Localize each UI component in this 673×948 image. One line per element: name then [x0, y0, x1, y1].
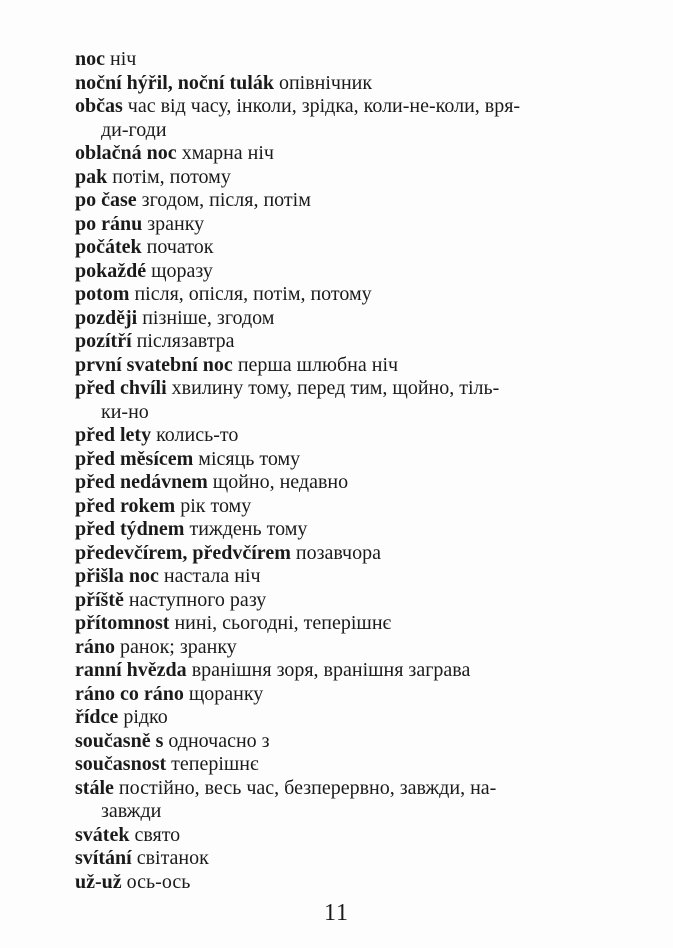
dictionary-entry [75, 730, 635, 754]
dictionary-entry [75, 871, 635, 895]
entry-headword: svítání [75, 847, 132, 869]
dictionary-entry [75, 471, 635, 495]
entry-headword: před chvíli [75, 377, 167, 399]
dictionary-entry [75, 495, 635, 519]
entry-headword: současně s [75, 729, 164, 752]
entry-translation: хвилину тому, перед тим, щойно, тіль- [171, 377, 500, 399]
entry-headword: počátek [75, 236, 142, 258]
entry-translation: тиждень тому [189, 518, 308, 540]
dictionary-entry [75, 448, 635, 472]
entry-translation: наступного разу [128, 588, 267, 611]
dictionary-entry [75, 659, 635, 683]
entry-headword: po čase [75, 189, 137, 211]
entry-translation: свято [134, 823, 181, 846]
dictionary-entry [75, 636, 635, 660]
entry-headword: před lety [75, 424, 152, 446]
entry-translation: рік тому [180, 494, 252, 517]
entry-headword: před týdnem [75, 518, 185, 540]
entry-headword: přišla noc [75, 565, 159, 587]
entry-translation: світанок [136, 847, 209, 869]
entry-translation-continuation: ди-годи [101, 118, 167, 141]
entry-headword: příště [75, 588, 124, 611]
entry-headword: pokaždé [75, 259, 147, 282]
dictionary-entry [75, 142, 635, 166]
entry-translation: пізніше, згодом [142, 306, 275, 329]
dictionary-entry [75, 753, 635, 777]
entry-headword: současnost [75, 753, 167, 775]
entry-translation: ніч [110, 48, 137, 70]
dictionary-entry [75, 706, 635, 730]
entry-translation-continuation: завжди [101, 800, 162, 822]
entry-headword: před měsícem [75, 447, 194, 470]
entry-translation: потім, потому [112, 165, 231, 188]
dictionary-entry [75, 330, 635, 354]
dictionary-entry [75, 95, 635, 142]
entry-translation: нині, сьогодні, теперішнє [174, 612, 392, 634]
entry-translation-continuation: ки-но [101, 400, 149, 423]
entry-headword: noc [75, 48, 105, 70]
entry-headword: před rokem [75, 494, 176, 517]
entry-translation: щоразу [151, 259, 213, 282]
entry-translation: вранішня зоря, вранішня заграва [191, 659, 471, 681]
entry-translation: щоранку [188, 682, 264, 705]
entry-translation: ось-ось [126, 870, 191, 893]
dictionary-entry [75, 542, 635, 566]
entry-headword: občas [75, 95, 123, 117]
dictionary-entry [75, 166, 635, 190]
dictionary-entry [75, 777, 635, 824]
entry-translation: час від часу, інколи, зрідка, коли-не-коли, вря- [127, 95, 521, 117]
dictionary-entry [75, 283, 635, 307]
entry-translation: колись-то [156, 424, 239, 446]
dictionary-entry [75, 377, 635, 424]
entry-headword: stále [75, 776, 114, 799]
entry-headword: noční hýřil, noční tulák [75, 71, 274, 94]
entry-headword: ráno co ráno [75, 682, 184, 705]
entry-headword: přítomnost [75, 612, 170, 634]
dictionary-entry [75, 72, 635, 96]
entry-headword: předevčírem, předvčírem [75, 541, 291, 564]
entry-translation: після, опісля, потім, потому [134, 283, 372, 305]
dictionary-entry [75, 589, 635, 613]
entry-translation: теперішнє [171, 753, 259, 775]
dictionary-entry [75, 213, 635, 237]
entry-headword: potom [75, 283, 130, 305]
entry-translation: хмарна ніч [181, 142, 274, 164]
entry-translation: постійно, весь час, безперервно, завжди, на- [118, 776, 497, 799]
entry-translation: початок [146, 236, 214, 258]
entry-list [75, 48, 635, 894]
entry-translation: згодом, після, потім [141, 189, 311, 211]
dictionary-entry [75, 354, 635, 378]
entry-translation: післязавтра [136, 330, 235, 352]
entry-translation: зранку [147, 212, 205, 235]
dictionary-entry [75, 424, 635, 448]
entry-headword: před nedávnem [75, 471, 208, 493]
entry-headword: po ránu [75, 212, 143, 235]
dictionary-entry [75, 518, 635, 542]
dictionary-entry [75, 260, 635, 284]
dictionary-entry [75, 48, 635, 72]
entry-translation: опівнічник [278, 71, 373, 94]
entry-headword: ráno [75, 635, 115, 658]
page-number: 11 [323, 900, 350, 926]
entry-headword: pozítří [75, 330, 132, 352]
entry-translation: перша шлюбна ніч [237, 353, 399, 376]
entry-headword: první svatební noc [75, 353, 233, 376]
entry-translation: позавчора [295, 541, 381, 564]
entry-translation: рідко [123, 706, 168, 728]
dictionary-entry [75, 236, 635, 260]
dictionary-entry [75, 189, 635, 213]
entry-translation: одночасно з [168, 729, 270, 752]
dictionary-entry [75, 307, 635, 331]
entry-translation: місяць тому [198, 447, 301, 470]
dictionary-entry [75, 683, 635, 707]
entry-headword: později [75, 306, 138, 329]
entry-headword: oblačná noc [75, 142, 177, 164]
dictionary-entry [75, 847, 635, 871]
dictionary-entry [75, 612, 635, 636]
entry-headword: pak [75, 165, 108, 188]
dictionary-entry [75, 565, 635, 589]
entry-headword: řídce [75, 706, 119, 728]
entry-translation: настала ніч [163, 565, 261, 587]
entry-headword: už-už [75, 870, 122, 893]
entry-headword: svátek [75, 823, 130, 846]
entry-translation: щойно, недавно [212, 471, 349, 493]
entry-headword: ranní hvězda [75, 659, 187, 681]
dictionary-entry [75, 824, 635, 848]
entry-translation: ранок; зранку [120, 635, 237, 658]
